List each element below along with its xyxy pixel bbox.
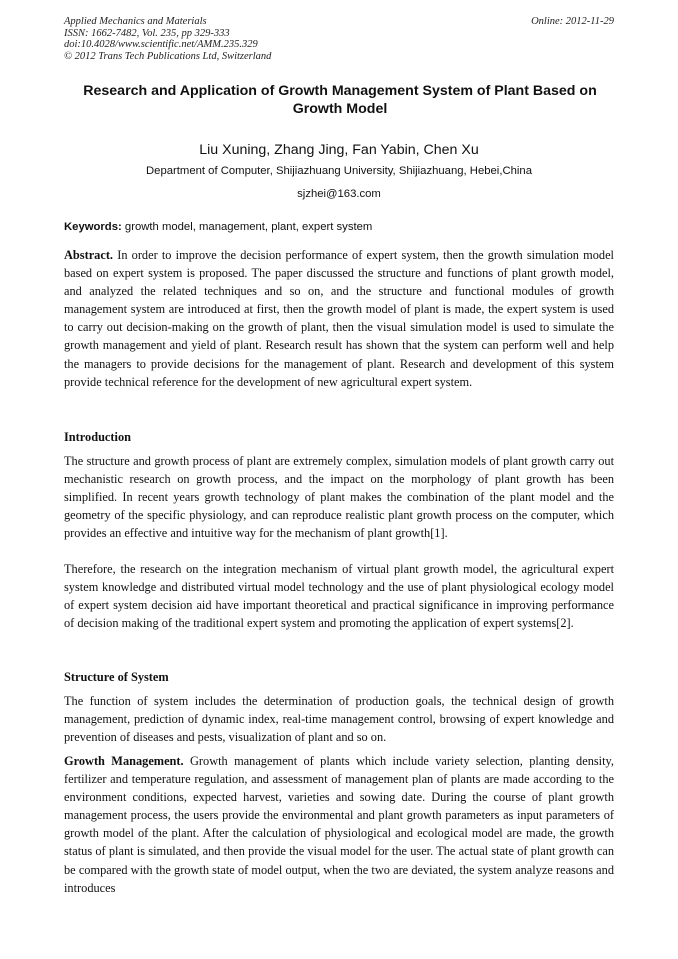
- keywords-label: Keywords:: [64, 221, 122, 233]
- introduction-paragraph-1: The structure and growth process of plant are extremely complex, simulation models of plant growth carry out mechanistic research on growth process, and the impact on the morphology of plant growth has been simplified. In recent years growth technology of plant makes the combination of the plant model and the geometry of the specific physiology, and can reproduce realistic plant growth process on the computer, which provides an effective and intuitive way for the mechanism of plant growth[1].: [64, 454, 614, 541]
- journal-header: [64, 16, 271, 62]
- growth-management-paragraph: [64, 752, 614, 897]
- abstract-label: Abstract.: [64, 248, 114, 262]
- paper-email: sjzhei@163.com: [297, 188, 381, 200]
- introduction-heading: Introduction: [64, 430, 131, 444]
- abstract-text: In order to improve the decision performance of expert system, then the growth simulation model based on expert system is proposed. The paper discussed the structure and functions of plant growth model, and analyzed the related techniques and so on, and the structure and functional modules of growth management system are introduced at first, then the growth model of plant is made, the expert system is used to carry out decision-making on the growth of plant, then the visual simulation model is used to simulate the growth management and yield of plant. Research result has shown that the system can perform well and help the managers to provide decisions for the management of plant. Research and development of this system provide technical reference for the development of new agricultural expert system.: [64, 248, 614, 389]
- journal-doi: doi:10.4028/www.scientific.net/AMM.235.329: [64, 39, 258, 50]
- growth-management-text: Growth management of plants which include variety selection, planting density, fertilizer and temperature regulation, and assessment of management plan of plants are made according to the environment conditions, expected harvest, varieties and sowing date. During the course of plant growth management process, the users provide the environmental and plant growth parameters as input parameters of growth model of the plant. After the calculation of physiological and ecological model are made, the growth status of plant is simulated, and then provide the visual model for the user. The actual state of plant growth can be compared with the growth state of model output, when the two are deviated, the system analyze reasons and introduces: [64, 754, 614, 895]
- journal-copyright: © 2012 Trans Tech Publications Ltd, Switzerland: [64, 50, 272, 62]
- online-date: Online: 2012-11-29: [531, 16, 614, 27]
- paper-affiliation: Department of Computer, Shijiazhuang University, Shijiazhuang, Hebei,China: [146, 165, 532, 177]
- structure-paragraph-1: The function of system includes the determination of production goals, the technical design of growth management, prediction of dynamic index, real-time management control, browsing of expert knowledge and prevention of diseases and pests, visualization of plant and so on.: [64, 694, 614, 745]
- keywords: [64, 220, 614, 234]
- paper-authors: Liu Xuning, Zhang Jing, Fan Yabin, Chen Xu: [199, 142, 479, 158]
- introduction-paragraph-2: Therefore, the research on the integration mechanism of virtual plant growth model, the agricultural expert system knowledge and distributed virtual model technology and the use of plant physiological ecology model of expert system decision aid have important theoretical and practical significance in improving performance of decision making of the traditional expert system and promoting the application of expert systems[2].: [64, 562, 614, 631]
- journal-name: Applied Mechanics and Materials: [64, 16, 207, 27]
- abstract-paragraph: [64, 246, 614, 391]
- structure-heading: Structure of System: [64, 670, 169, 684]
- journal-issn: ISSN: 1662-7482, Vol. 235, pp 329-333: [64, 27, 230, 39]
- paper-title: Research and Application of Growth Management System of Plant Based on Growth Model: [83, 83, 597, 117]
- keywords-text: growth model, management, plant, expert system: [124, 221, 373, 233]
- growth-management-label: Growth Management.: [64, 754, 184, 768]
